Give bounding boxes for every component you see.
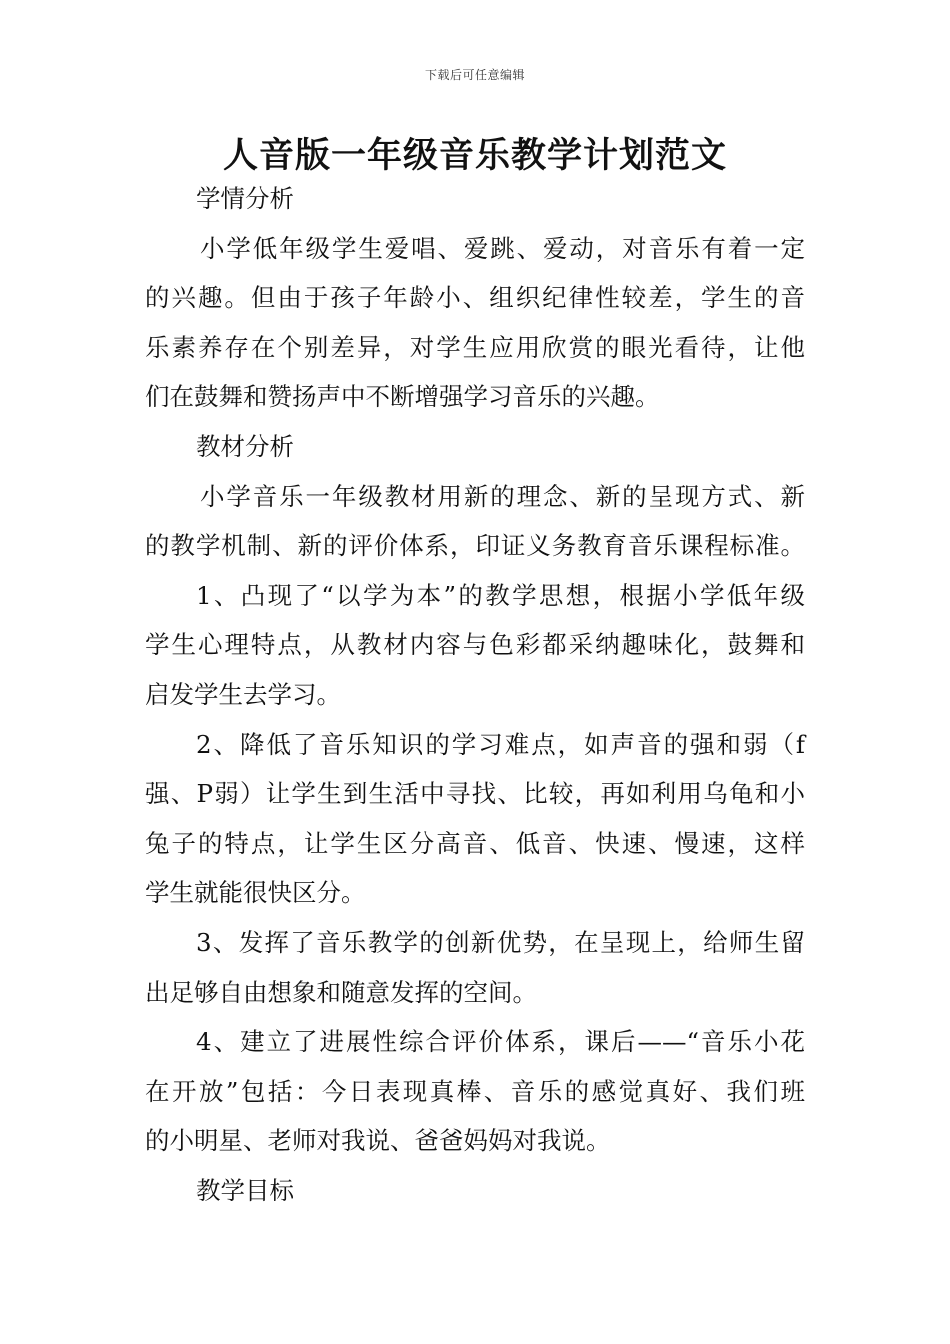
paragraph-line: 乐素养存在个别差异，对学生应用欣赏的眼光看待，让他 [145,332,805,362]
paragraph-line: 的教学机制、新的评价体系，印证义务教育音乐课程标准。 [145,531,805,561]
document-title: 人音版一年级音乐教学计划范文 [222,136,727,176]
paragraph-line: 小学音乐一年级教材用新的理念、新的呈现方式、新 [200,481,805,511]
header-note: 下载后可任意编辑 [424,68,525,82]
paragraph-point-2 [145,720,805,918]
paragraph-point-4 [145,1017,805,1166]
section-heading-textbook-analysis: 教材分析 [196,431,294,461]
paragraph-point-3 [145,918,805,1017]
paragraph-line: 学生就能很快区分。 [145,878,366,908]
paragraph-line: 强、P弱）让学生到生活中寻找、比较，再如利用乌龟和小 [145,779,805,809]
paragraph-point-1 [145,571,805,720]
paragraph-line: 的兴趣。但由于孩子年龄小、组织纪律性较差，学生的音 [145,283,805,313]
paragraph-line: 学生心理特点，从教材内容与色彩都采纳趣味化，鼓舞和 [145,630,805,660]
document-body [145,174,805,1215]
section-heading-teaching-goals: 教学目标 [196,1175,294,1205]
paragraph-textbook-intro [145,472,805,571]
paragraph-line: 兔子的特点，让学生区分高音、低音、快速、慢速，这样 [145,828,805,858]
paragraph-line: 小学低年级学生爱唱、爱跳、爱动，对音乐有着一定 [200,233,805,263]
paragraph-line: 启发学生去学习。 [145,679,341,709]
paragraph-line: 3、发挥了音乐教学的创新优势，在呈现上，给师生留 [196,927,805,957]
paragraph-learning-analysis [145,224,805,422]
paragraph-line: 4、建立了进展性综合评价体系，课后——“音乐小花 [196,1027,805,1057]
section-heading-learning-analysis: 学情分析 [196,184,294,213]
paragraph-line: 2、降低了音乐知识的学习难点，如声音的强和弱（f [196,729,805,759]
paragraph-line: 1、凸现了“以学为本”的教学思想，根据小学低年级 [196,580,805,610]
paragraph-line: 出足够自由想象和随意发挥的空间。 [145,977,537,1007]
paragraph-line: 的小明星、老师对我说、爸爸妈妈对我说。 [145,1126,611,1156]
paragraph-line: 在开放”包括：今日表现真棒、音乐的感觉真好、我们班 [145,1076,805,1106]
paragraph-line: 们在鼓舞和赞扬声中不断增强学习音乐的兴趣。 [145,382,660,412]
